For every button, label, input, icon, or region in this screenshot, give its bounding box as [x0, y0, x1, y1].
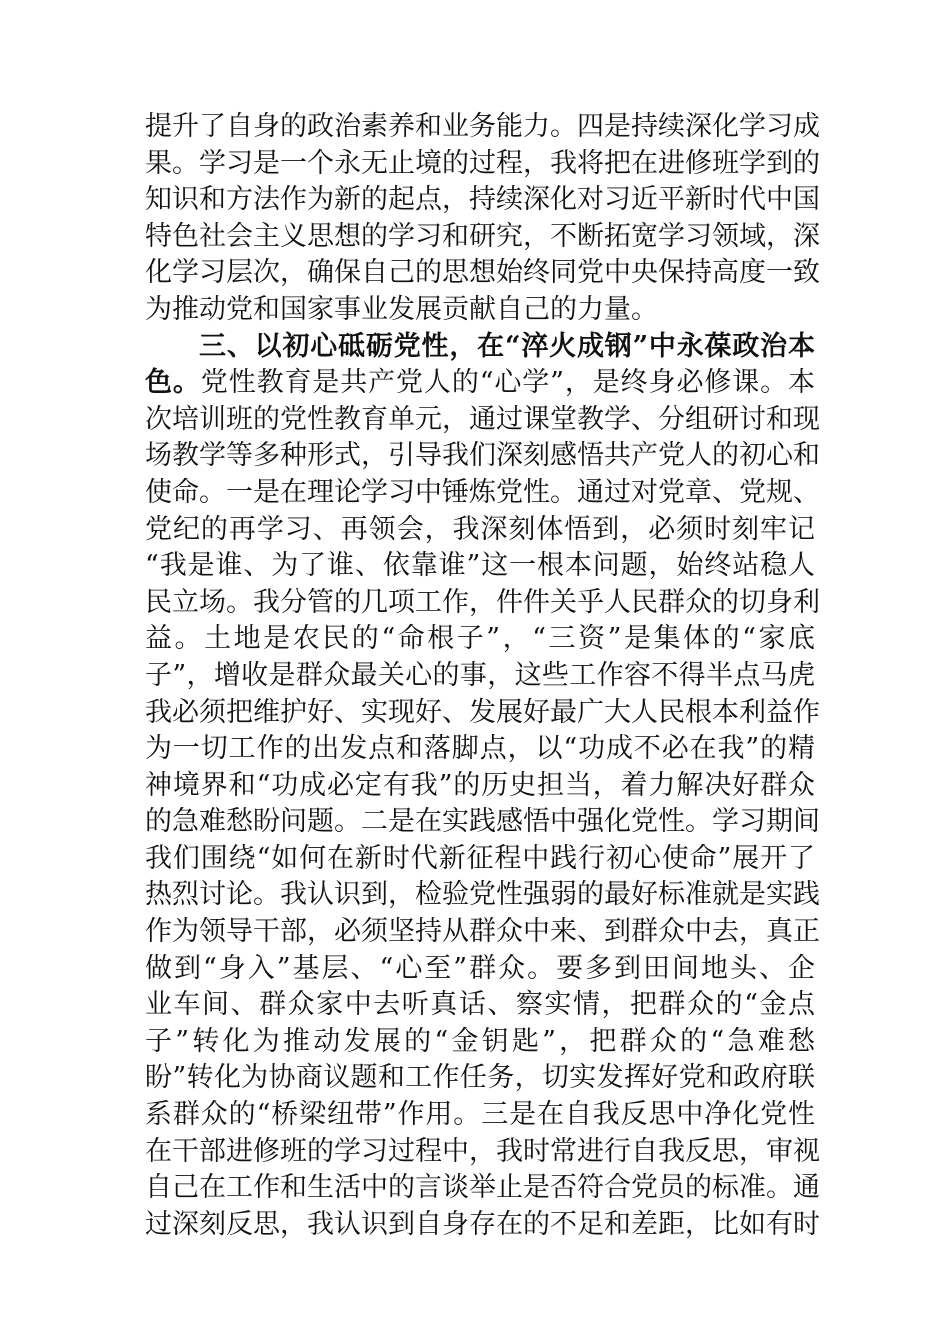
text-line: 提升了自身的政治素养和业务能力。四是持续深化学习成	[145, 111, 820, 142]
text-line: 特色社会主义思想的学习和研究，不断拓宽学习领域，深	[145, 220, 820, 252]
text-line: 民立场。我分管的几项工作，件件关乎人民群众的切身利	[145, 586, 820, 618]
text-line: 子”，增收是群众最关心的事，这些工作容不得半点马虎	[145, 659, 815, 691]
section-heading-continuation	[145, 365, 815, 402]
text-line: 做到“身入”基层、“心至”群众。要多到田间地头、企	[145, 952, 815, 984]
text-line: 作为领导干部，必须坚持从群众中来、到群众中去，真正	[145, 916, 820, 948]
text-line: 化学习层次，确保自己的思想始终同党中央保持高度一致	[145, 257, 820, 289]
text-line: 我们围绕“如何在新时代新征程中践行初心使命”展开了	[145, 842, 815, 874]
text-line: 过深刻反思，我认识到自身存在的不足和差距，比如有时	[145, 1208, 820, 1240]
section-first-line-text: 党性教育是共产党人的“心学”，是终身必修课。本	[200, 367, 816, 399]
text-line: 场教学等多种形式，引导我们深刻感悟共产党人的初心和	[145, 440, 820, 472]
text-line: 使命。一是在理论学习中锤炼党性。通过对党章、党规、	[145, 476, 820, 508]
text-line: 果。学习是一个永无止境的过程，我将把在进修班学到的	[145, 147, 820, 179]
text-line: 盼”转化为协商议题和工作任务，切实发挥好党和政府联	[145, 1062, 815, 1094]
text-line: 热烈讨论。我认识到，检验党性强弱的最好标准就是实践	[145, 879, 820, 911]
document-body	[145, 109, 820, 1243]
text-line: 党纪的再学习、再领会，我深刻体悟到，必须时刻牢记	[145, 513, 815, 545]
text-line: 神境界和“功成必定有我”的历史担当，着力解决好群众	[145, 769, 815, 801]
section-heading-tail: 色。	[145, 367, 201, 399]
text-line: 业车间、群众家中去听真话、察实情，把群众的“金点	[145, 989, 815, 1021]
text-line: 我必须把维护好、实现好、发展好最广大人民根本利益作	[145, 696, 820, 728]
text-line: 在干部进修班的学习过程中，我时常进行自我反思，审视	[145, 1135, 820, 1167]
text-line: 知识和方法作为新的起点，持续深化对习近平新时代中国	[145, 184, 820, 216]
text-line: 为推动党和国家事业发展贡献自己的力量。	[145, 293, 658, 325]
section-heading: 三、以初心砥砺党性，在“淬火成钢”中永葆政治本	[199, 330, 815, 362]
text-line: 次培训班的党性教育单元，通过课堂教学、分组研讨和现	[145, 403, 820, 435]
text-line: 系群众的“桥梁纽带”作用。三是在自我反思中净化党性	[145, 1099, 815, 1131]
text-line: “我是谁、为了谁、依靠谁”这一根本问题，始终站稳人	[145, 550, 815, 582]
text-line: 益。土地是农民的“命根子”，“三资”是集体的“家底	[145, 623, 815, 655]
text-line: 的急难愁盼问题。二是在实践感悟中强化党性。学习期间	[145, 806, 820, 838]
text-line: 为一切工作的出发点和落脚点，以“功成不必在我”的精	[145, 733, 815, 765]
text-line: 子”转化为推动发展的“金钥匙”，把群众的“急难愁	[145, 1025, 815, 1057]
text-line: 自己在工作和生活中的言谈举止是否符合党员的标准。通	[145, 1172, 820, 1204]
